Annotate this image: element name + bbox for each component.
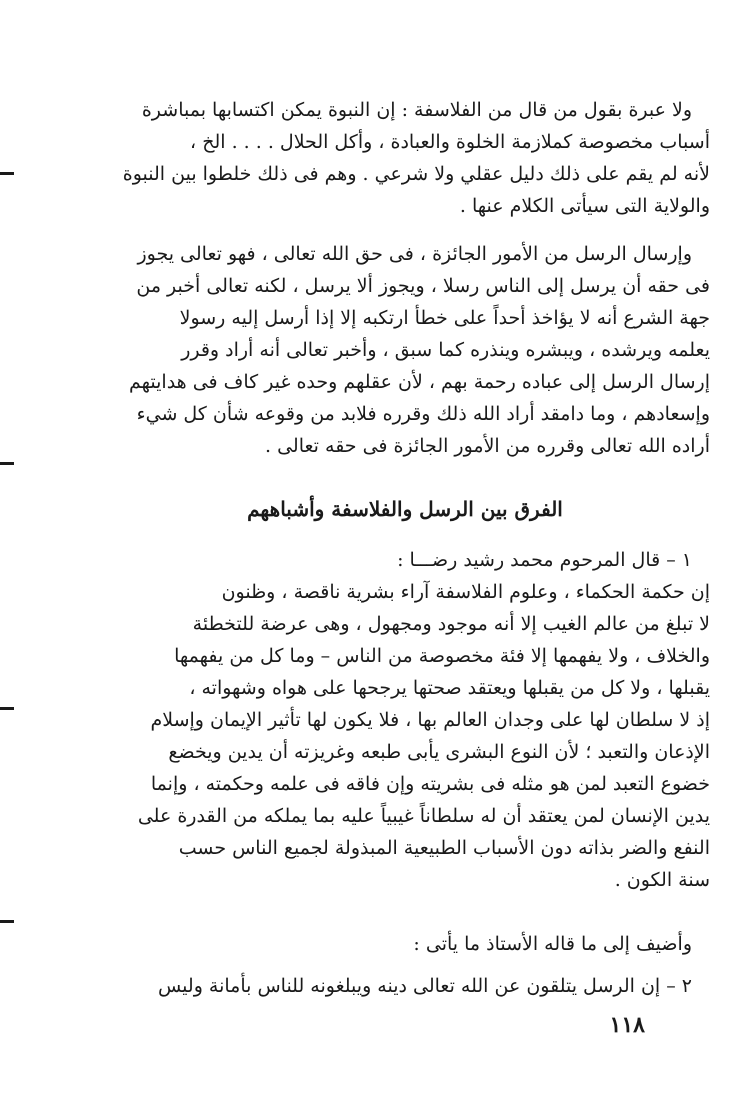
addendum [100, 928, 710, 960]
paragraph-nubuwwa [100, 94, 710, 222]
text-line: والولاية التى سيأتى الكلام عنها . [459, 195, 710, 217]
text-line: إذ لا سلطان لها على وجدان العالم بها ، فلا يكون لها تأثير الإيمان وإسلام [150, 709, 710, 731]
text-line: أسباب مخصوصة كملازمة الخلوة والعبادة ، وأكل الحلال . . . . الخ ، [190, 131, 710, 153]
text-line: الإذعان والتعبد ؛ لأن النوع البشرى يأبى طبعه وغريزته أن يدين ويخضع [168, 741, 710, 763]
margin-mark [0, 462, 14, 465]
text-line: جهة الشرع أنه لا يؤاخذ أحداً على خطأ ارتكبه إلا إذا أرسل إليه رسولا [179, 307, 710, 329]
margin-mark [0, 707, 14, 710]
text-line: يقبلها ، ولا كل من يقبلها ويعتقد صحتها يرجحها على هواه وشهواته ، [189, 677, 710, 699]
page-number: ١١٨ [609, 1012, 645, 1038]
paragraph-irsal-rusul [100, 238, 710, 462]
text-line: لا تبلغ من عالم الغيب إلا أنه موجود ومجهول ، وهى عرضة للتخطئة [192, 613, 710, 635]
text-line: سنة الكون . [614, 869, 710, 891]
text-line: وإسعادهم ، وما دامقد أراد الله ذلك وقرره فلابد من وقوعه شأن كل شيء [136, 403, 710, 425]
text-line: والخلاف ، ولا يفهمها إلا فئة مخصوصة من الناس – وما كل من يفهمها [174, 645, 710, 667]
text-line: ٢ – إن الرسل يتلقون عن الله تعالى دينه ويبلغونه للناس بأمانة وليس [157, 975, 692, 997]
text-line: وإرسال الرسل من الأمور الجائزة ، فى حق الله تعالى ، فهو تعالى يجوز [137, 243, 692, 265]
text-line: وأضيف إلى ما قاله الأستاذ ما يأتى : [413, 933, 692, 955]
text-line: يدين الإنسان لمن يعتقد أن له سلطاناً غيبياً عليه بما يملكه من القدرة على [137, 805, 710, 827]
text-line: فى حقه أن يرسل إلى الناس رسلا ، ويجوز ألا يرسل ، لكنه تعالى أخبر من [136, 275, 710, 297]
section-2 [100, 970, 710, 1002]
section-1-intro: ١ – قال المرحوم محمد رشيد رضـــا : [397, 549, 692, 571]
text-line: لأنه لم يقم على ذلك دليل عقلي ولا شرعي . وهم فى ذلك خلطوا بين النبوة [122, 163, 710, 185]
text-line: خضوع التعبد لمن هو مثله فى بشريته وإن فاقه فى علمه وحكمته ، وإنما [150, 773, 710, 795]
margin-mark [0, 920, 14, 923]
text-line: إن حكمة الحكماء ، وعلوم الفلاسفة آراء بشرية ناقصة ، وظنون [221, 581, 710, 603]
section-heading: الفرق بين الرسل والفلاسفة وأشباههم [247, 497, 563, 521]
section-1 [100, 544, 710, 896]
text-line: يعلمه ويرشده ، ويبشره وينذره كما سبق ، وأخبر تعالى أنه أراد وقرر [181, 339, 710, 361]
text-line: أراده الله تعالى وقرره من الأمور الجائزة فى حقه تعالى . [265, 435, 710, 457]
text-line: ولا عبرة بقول من قال من الفلاسفة : إن النبوة يمكن اكتسابها بمباشرة [141, 99, 692, 121]
text-line: إرسال الرسل إلى عباده رحمة بهم ، لأن عقلهم وحده غير كاف فى هدايتهم [128, 371, 710, 393]
text-line: النفع والضر بذاته دون الأسباب الطبيعية المبذولة لجميع الناس حسب [178, 837, 710, 859]
margin-mark [0, 172, 14, 175]
